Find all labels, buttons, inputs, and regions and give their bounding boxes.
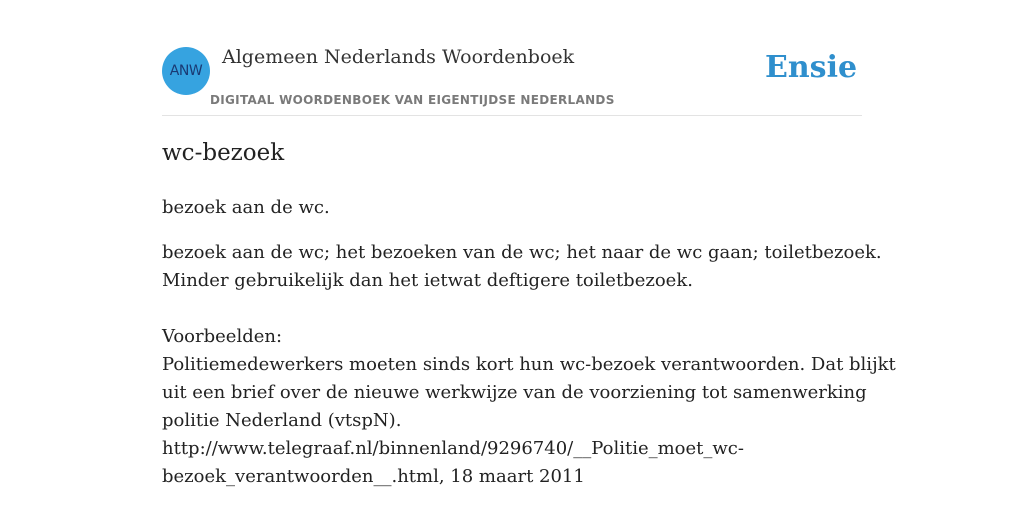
paragraph-spacer <box>162 295 862 323</box>
source-line: http://www.telegraaf.nl/binnenland/9296740/__Politie_moet_wc- <box>162 438 744 459</box>
examples-label: Voorbeelden: <box>162 326 283 347</box>
description-line: Minder gebruikelijk dan het ietwat deftigere toiletbezoek. <box>162 270 693 291</box>
logo-text: ANW <box>169 63 203 79</box>
description-line: bezoek aan de wc; het bezoeken van de wc; het naar de wc gaan; toiletbezoek. <box>162 242 882 263</box>
example-line: Politiemedewerkers moeten sinds kort hun wc-bezoek verantwoorden. Dat blijkt <box>162 354 896 375</box>
source-line: bezoek_verantwoorden__.html, 18 maart 2011 <box>162 466 585 487</box>
entry-headword: wc-bezoek <box>162 140 285 166</box>
anw-logo[interactable] <box>162 47 210 95</box>
example-line: politie Nederland (vtspN). <box>162 410 402 431</box>
example-line: uit een brief over de nieuwe werkwijze van de voorziening tot samenwerking <box>162 382 867 403</box>
entry-short-definition: bezoek aan de wc. <box>162 197 330 218</box>
dictionary-name[interactable]: Algemeen Nederlands Woordenboek <box>222 46 575 68</box>
dictionary-subtitle: DIGITAAL WOORDENBOEK VAN EIGENTIJDSE NEDERLANDS <box>210 93 615 107</box>
ensie-brand-logo[interactable]: Ensie <box>765 50 858 85</box>
header-divider <box>162 115 862 116</box>
entry-description <box>162 239 896 491</box>
